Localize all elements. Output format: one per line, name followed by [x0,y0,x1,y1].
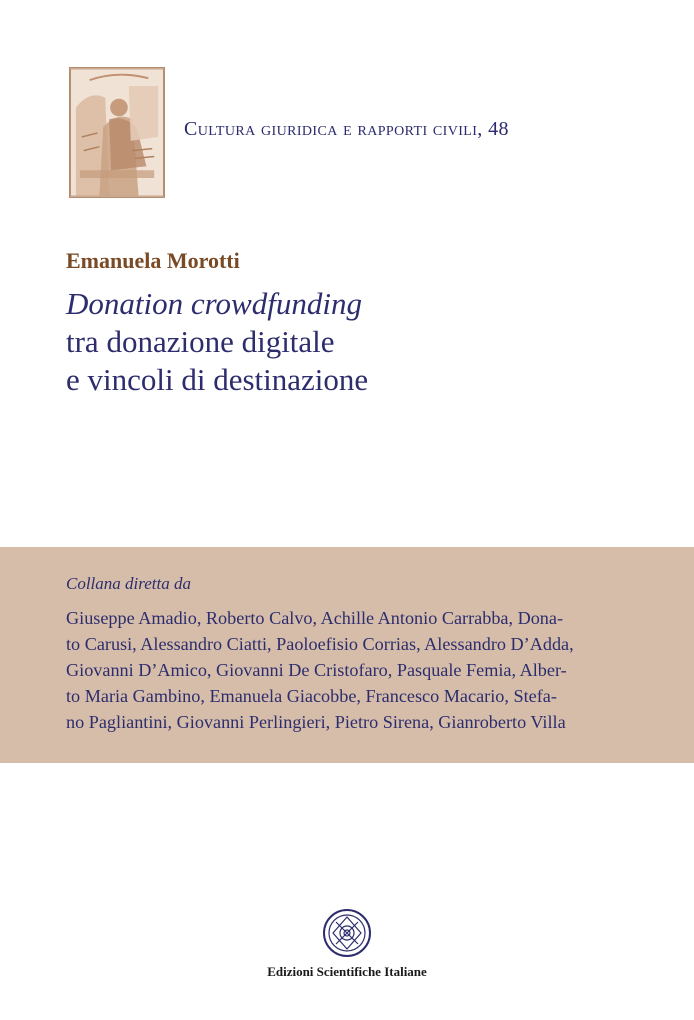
cover-illustration [69,67,165,198]
editorial-label: Collana diretta da [66,574,191,593]
editorial-board [66,605,638,735]
title-line-3: e vincoli di destinazione [66,362,369,397]
editor-line: to Carusi, Alessandro Ciatti, Paoloefisio Corrias, Alessandro D’Adda, [66,634,574,654]
title-line-2: tra donazione digitale [66,324,335,359]
publisher-emblem-icon [322,908,372,958]
title-line-1: Donation crowdfunding [66,286,362,321]
editor-line: Giovanni D’Amico, Giovanni De Cristofaro, Pasquale Femia, Alber- [66,660,567,680]
book-title [66,285,666,399]
editor-line: no Pagliantini, Giovanni Perlingieri, Pietro Sirena, Gianroberto Villa [66,712,566,732]
editor-line: to Maria Gambino, Emanuela Giacobbe, Francesco Macario, Stefa- [66,686,557,706]
author-name: Emanuela Morotti [66,248,240,273]
series-name: Cultura giuridica e rapporti civili, 48 [184,118,509,140]
editor-line: Giuseppe Amadio, Roberto Calvo, Achille Antonio Carrabba, Dona- [66,608,564,628]
publisher-name: Edizioni Scientifiche Italiane [267,964,427,979]
